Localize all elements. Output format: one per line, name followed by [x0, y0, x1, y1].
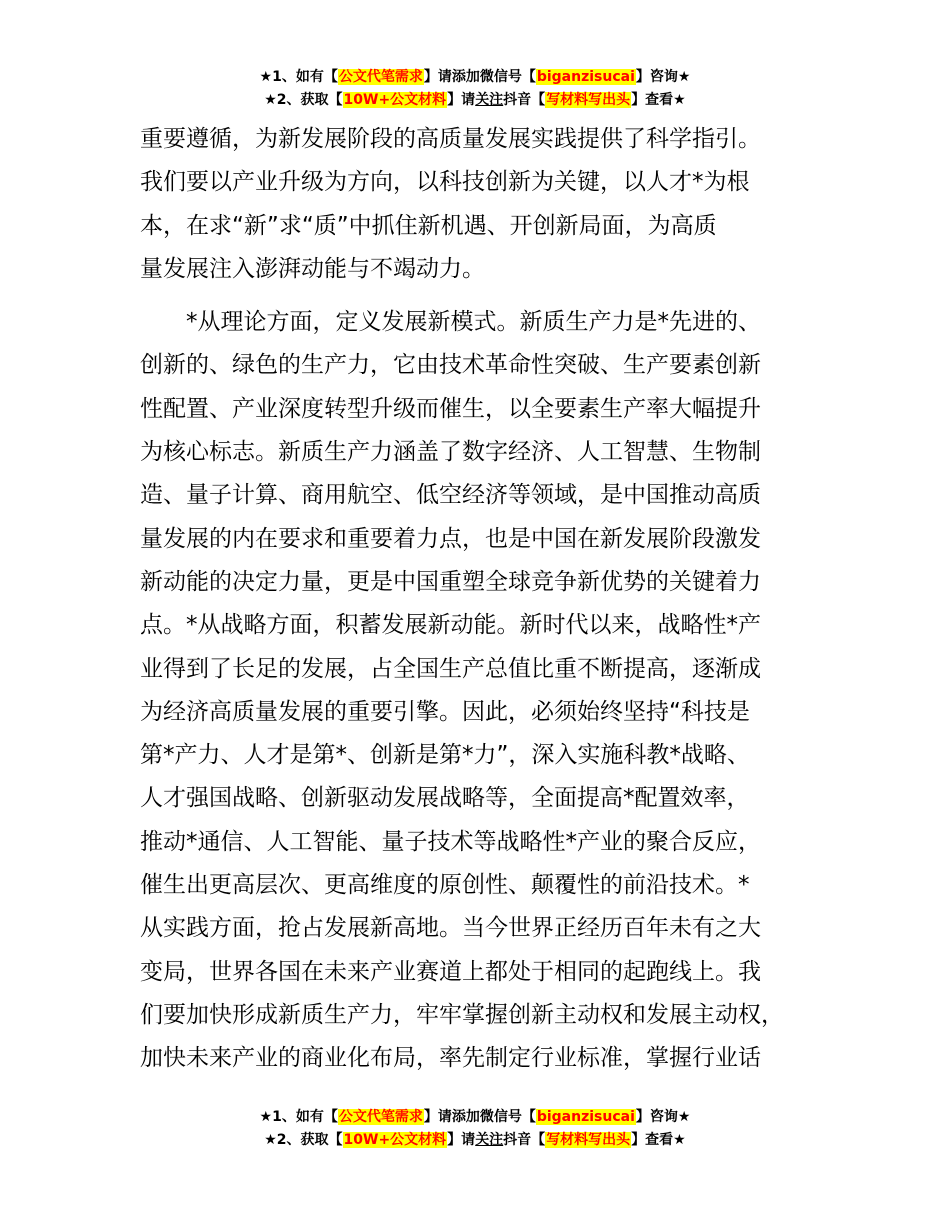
text-line: 量发展的内在要求和重要着力点，也是中国在新发展阶段激发 — [140, 525, 761, 552]
text-line: 从实践方面，抢占发展新高地。当今世界正经历百年未有之大 — [140, 915, 761, 942]
banner-text: 】请 — [447, 92, 476, 108]
banner-text: 】查看★ — [631, 1132, 686, 1148]
banner-text: 抖音【 — [503, 1132, 546, 1148]
highlight-service: 公文代笔需求 — [338, 69, 423, 85]
text-line: 业得到了长足的发展，占全国生产总值比重不断提高，逐渐成 — [140, 655, 761, 682]
highlight-service: 公文代笔需求 — [338, 1109, 423, 1125]
banner-line-2 — [0, 1129, 950, 1152]
banner-text: 】查看★ — [631, 92, 686, 108]
text-line: 点。*从战略方面，积蓄发展新动能。新时代以来，战略性*产 — [140, 612, 761, 639]
text-line: 催生出更高层次、更高维度的原创性、颠覆性的前沿技术。* — [140, 872, 750, 899]
text-line: 们要加快形成新质生产力，牢牢掌握创新主动权和发展主动权， — [140, 1001, 784, 1028]
banner-text: 加 — [465, 1109, 480, 1125]
banner-text: ★1、如有【 — [259, 69, 338, 85]
text-line: 本，在求“新”求“质”中抓住新机遇、开创新局面，为高质 — [140, 212, 717, 239]
text-line: *从理论方面，定义发展新模式。新质生产力是*先进的、 — [140, 309, 761, 336]
highlight-douyin: 写材料写出头 — [546, 1132, 631, 1148]
highlight-douyin: 写材料写出头 — [546, 92, 631, 108]
text-line: 推动*通信、人工智能、量子技术等战略性*产业的聚合反应， — [140, 828, 761, 855]
highlight-materials: 10W+公文材料 — [343, 92, 447, 108]
banner-text: 加 — [465, 69, 480, 85]
paragraph-gap — [140, 291, 820, 301]
banner-text: ★2、获取【 — [264, 1132, 343, 1148]
text-line: 为核心标志。新质生产力涵盖了数字经济、人工智慧、生物制 — [140, 439, 761, 466]
text-line: 变局，世界各国在未来产业赛道上都处于相同的起跑线上。我 — [140, 958, 761, 985]
paragraph-1 — [140, 118, 820, 291]
banner-text: 微信号【 — [479, 69, 536, 85]
paragraph-2 — [140, 301, 820, 1080]
text-line: 造、量子计算、商用航空、低空经济等领域，是中国推动高质 — [140, 482, 761, 509]
banner-text: ★2、获取【 — [264, 92, 343, 108]
banner-text: 】请添 — [423, 69, 466, 85]
text-line: 加快未来产业的商业化布局，率先制定行业标准，掌握行业话 — [140, 1045, 761, 1072]
banner-text: 】咨询★ — [635, 69, 691, 85]
text-line: 新动能的决定力量，更是中国重塑全球竞争新优势的关键着力 — [140, 568, 761, 595]
banner-line-2 — [0, 89, 950, 112]
footer-banner — [0, 1106, 950, 1152]
highlight-materials: 10W+公文材料 — [343, 1132, 447, 1148]
highlight-wechat-id: biganzisucai — [536, 69, 635, 85]
text-line: 人才强国战略、创新驱动发展战略等，全面提高*配置效率， — [140, 785, 750, 812]
banner-text: 微信号【 — [479, 1109, 536, 1125]
banner-text: 抖音【 — [503, 92, 546, 108]
header-banner — [0, 66, 950, 112]
banner-text-underlined: 关注 — [475, 1132, 504, 1148]
text-line: 性配置、产业深度转型升级而催生，以全要素生产率大幅提升 — [140, 395, 761, 422]
banner-text: ★1、如有【 — [259, 1109, 338, 1125]
highlight-wechat-id: biganzisucai — [536, 1109, 635, 1125]
text-line: 第*产力、人才是第*、创新是第*力”，深入实施科教*战略、 — [140, 742, 750, 769]
text-line: 为经济高质量发展的重要引擎。因此，必须始终坚持“科技是 — [140, 698, 750, 725]
banner-text: 】请添 — [423, 1109, 466, 1125]
banner-text: 】咨询★ — [635, 1109, 691, 1125]
document-body — [140, 118, 820, 1081]
banner-line-1 — [0, 1106, 950, 1129]
banner-text: 】请 — [447, 1132, 476, 1148]
banner-text-underlined: 关注 — [475, 92, 504, 108]
text-line: 量发展注入澎湃动能与不竭动力。 — [140, 255, 485, 282]
text-line: 我们要以产业升级为方向，以科技创新为关键，以人才*为根 — [140, 169, 750, 196]
banner-line-1 — [0, 66, 950, 89]
text-line: 重要遵循，为新发展阶段的高质量发展实践提供了科学指引。 — [140, 126, 761, 152]
text-line: 创新的、绿色的生产力，它由技术革命性突破、生产要素创新 — [140, 352, 761, 379]
